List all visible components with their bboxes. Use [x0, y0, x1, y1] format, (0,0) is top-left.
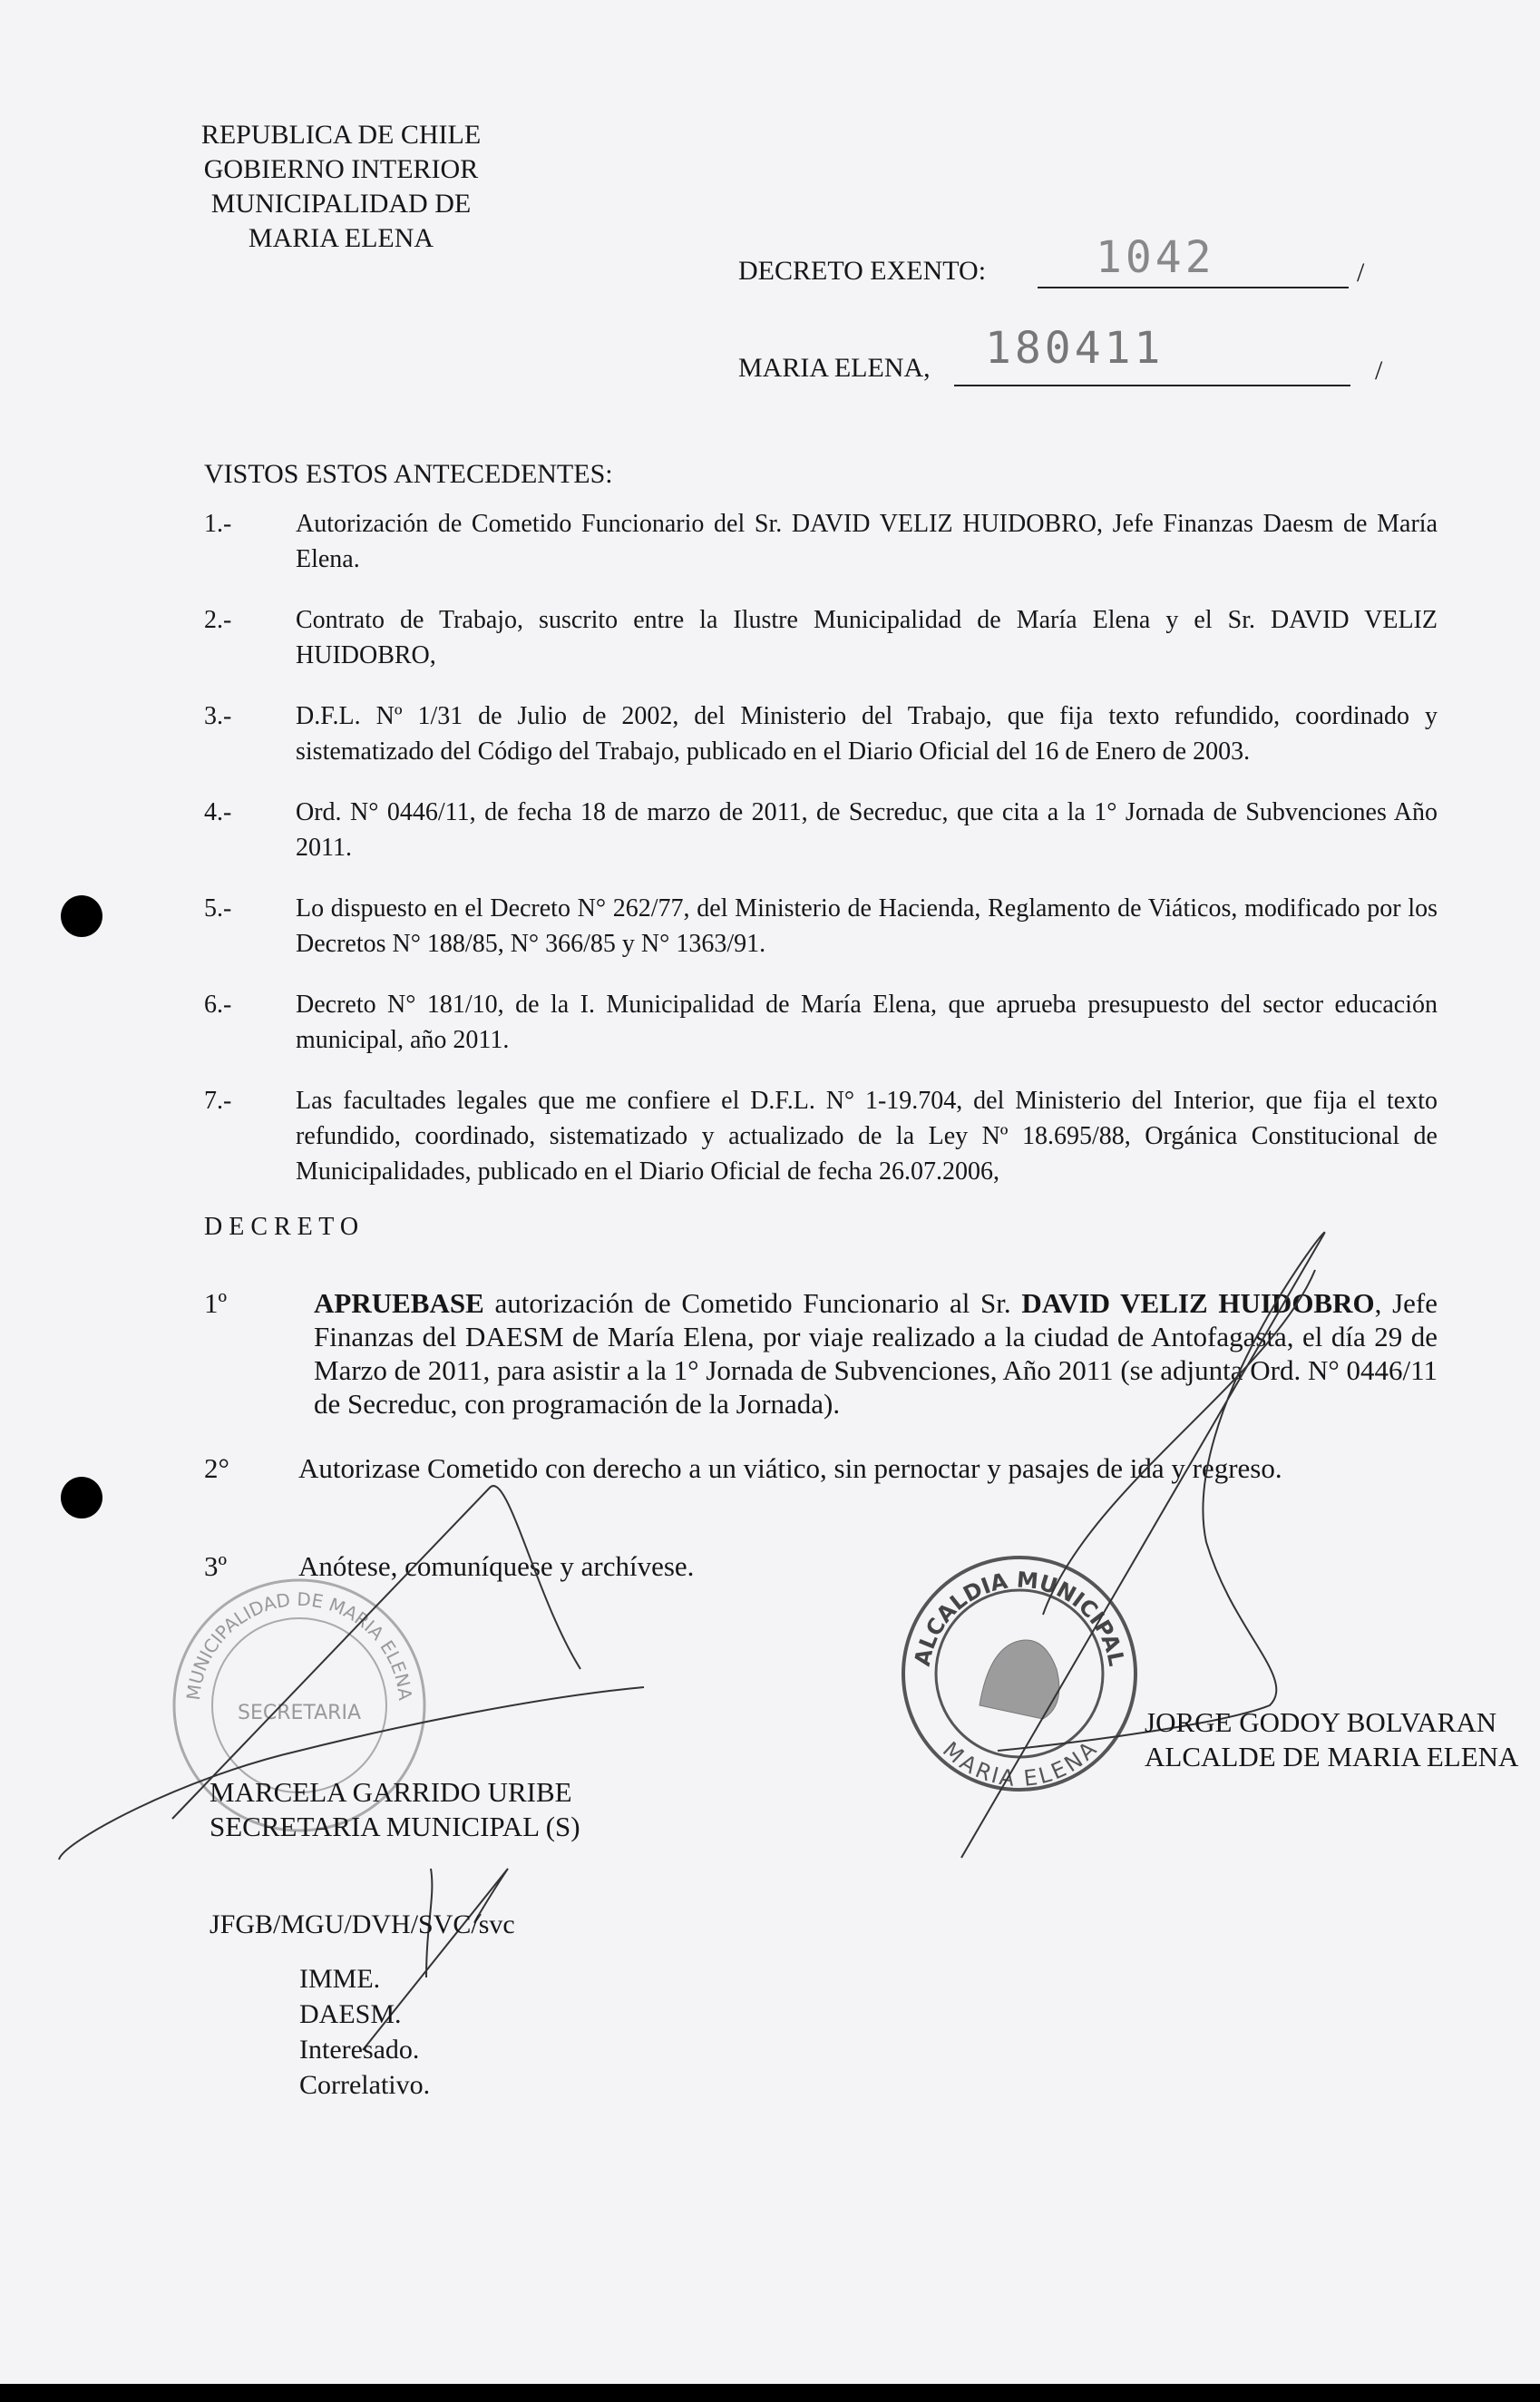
punch-hole — [61, 895, 102, 937]
bold-text: DAVID VELIZ HUIDOBRO — [1021, 1287, 1375, 1319]
punch-hole — [61, 1477, 102, 1518]
distribution-item: Interesado. — [299, 2035, 420, 2065]
item-number: 2.- — [204, 606, 232, 634]
scan-edge — [0, 2384, 1540, 2402]
decreto-title: D E C R E T O — [204, 1213, 359, 1241]
distribution-item: DAESM. — [299, 1999, 402, 2029]
mayor-stamp-text: ALCALDIA MUNICIPAL — [909, 1567, 1130, 1669]
item-number: 6.- — [204, 991, 232, 1019]
item-text: Lo dispuesto en el Decreto N° 262/77, del Ministerio de Hacienda, Reglamento de Viáticos, modificado por los Decretos N° 188/85, N° 366/85 y N° 1363/91. — [296, 894, 1438, 958]
item-number: 7.- — [204, 1087, 232, 1115]
date-stamp: 180411 — [985, 323, 1165, 374]
item-text: D.F.L. Nº 1/31 de Julio de 2002, del Ministerio del Trabajo, que fija texto refundido, coordinado y sistematizado del Código del Trabajo, publicado en el Diario Oficial del 16 de Enero de 2003. — [296, 702, 1438, 766]
secretary-title: SECRETARIA MUNICIPAL (S) — [210, 1811, 580, 1842]
item-text: Las facultades legales que me confiere el D.F.L. N° 1-19.704, del Ministerio del Interior, que fija el texto refundido, coordinado, sistematizado y actualizado de la Ley Nº 18.695/88, Orgánica Constitucional de Municipalidades, publicado en el Diario Oficial de fecha 26.07.2006, — [296, 1087, 1438, 1186]
slash: / — [1375, 356, 1383, 386]
secretary-name: MARCELA GARRIDO URIBE — [210, 1776, 572, 1808]
vistos-title: VISTOS ESTOS ANTECEDENTES: — [204, 459, 613, 489]
item-number: 2° — [204, 1452, 229, 1484]
item-text: Decreto N° 181/10, de la I. Municipalidad de María Elena, que aprueba presupuesto del sector educación municipal, año 2011. — [296, 991, 1438, 1054]
slash: / — [1357, 258, 1365, 288]
item-text: Autorizase Cometido con derecho a un viático, sin pernoctar y pasajes de ida y regreso. — [298, 1452, 1282, 1484]
distribution-list — [299, 1961, 430, 2103]
mayor-title: ALCALDE DE MARIA ELENA — [1145, 1741, 1519, 1772]
item-text: Anótese, comuníquese y archívese. — [298, 1550, 695, 1582]
header-line: MARIA ELENA — [248, 223, 434, 253]
item-number: 1º — [204, 1287, 228, 1319]
distribution-item: Correlativo. — [299, 2070, 431, 2100]
secretary-stamp-text: MUNICIPALIDAD DE MARIA ELENA — [181, 1587, 416, 1702]
item-number: 4.- — [204, 798, 232, 826]
reference-initials: JFGB/MGU/DVH/SVC/svc — [210, 1909, 515, 1939]
header-line: MUNICIPALIDAD DE — [210, 189, 472, 219]
item-number: 5.- — [204, 894, 232, 923]
item-text: Autorización de Cometido Funcionario del Sr. DAVID VELIZ HUIDOBRO, Jefe Finanzas Daesm de María Elena. — [296, 510, 1438, 573]
item-number: 3.- — [204, 702, 232, 730]
secretary-stamp-center: SECRETARIA — [237, 1702, 362, 1724]
text: autorización de Cometido Funcionario al Sr. — [483, 1287, 1022, 1319]
item-number: 1.- — [204, 510, 232, 538]
mayor-name: JORGE GODOY BOLVARAN — [1145, 1706, 1497, 1738]
mayor-stamp-text: MARIA ELENA — [937, 1736, 1102, 1792]
bold-text: APRUEBASE — [314, 1287, 484, 1319]
decreto-exento-label: DECRETO EXENTO: — [738, 256, 987, 286]
decree-number-stamp: 1042 — [1096, 232, 1215, 283]
header-line: GOBIERNO INTERIOR — [203, 154, 479, 184]
header-line: REPUBLICA DE CHILE — [200, 120, 482, 150]
item-text: Ord. N° 0446/11, de fecha 18 de marzo de 2011, de Secreduc, que cita a la 1° Jornada de Subvenciones Año 2011. — [296, 798, 1438, 862]
item-text: Contrato de Trabajo, suscrito entre la Ilustre Municipalidad de María Elena y el Sr. DAVID VELIZ HUIDOBRO, — [296, 606, 1438, 669]
place-label: MARIA ELENA, — [738, 353, 931, 383]
text: , Jefe Finanzas del DAESM de María Elena, por viaje realizado a la ciudad de Antofagasta, el día 29 de Marzo de 2011, para asistir a la 1° Jornada de Subvenciones, Año 2011 (se adjunta Ord. N° 0446/11 de Secreduc, con programación de la Jornada). — [314, 1287, 1438, 1420]
distribution-item: IMME. — [299, 1964, 381, 1994]
item-number: 3º — [204, 1550, 228, 1582]
